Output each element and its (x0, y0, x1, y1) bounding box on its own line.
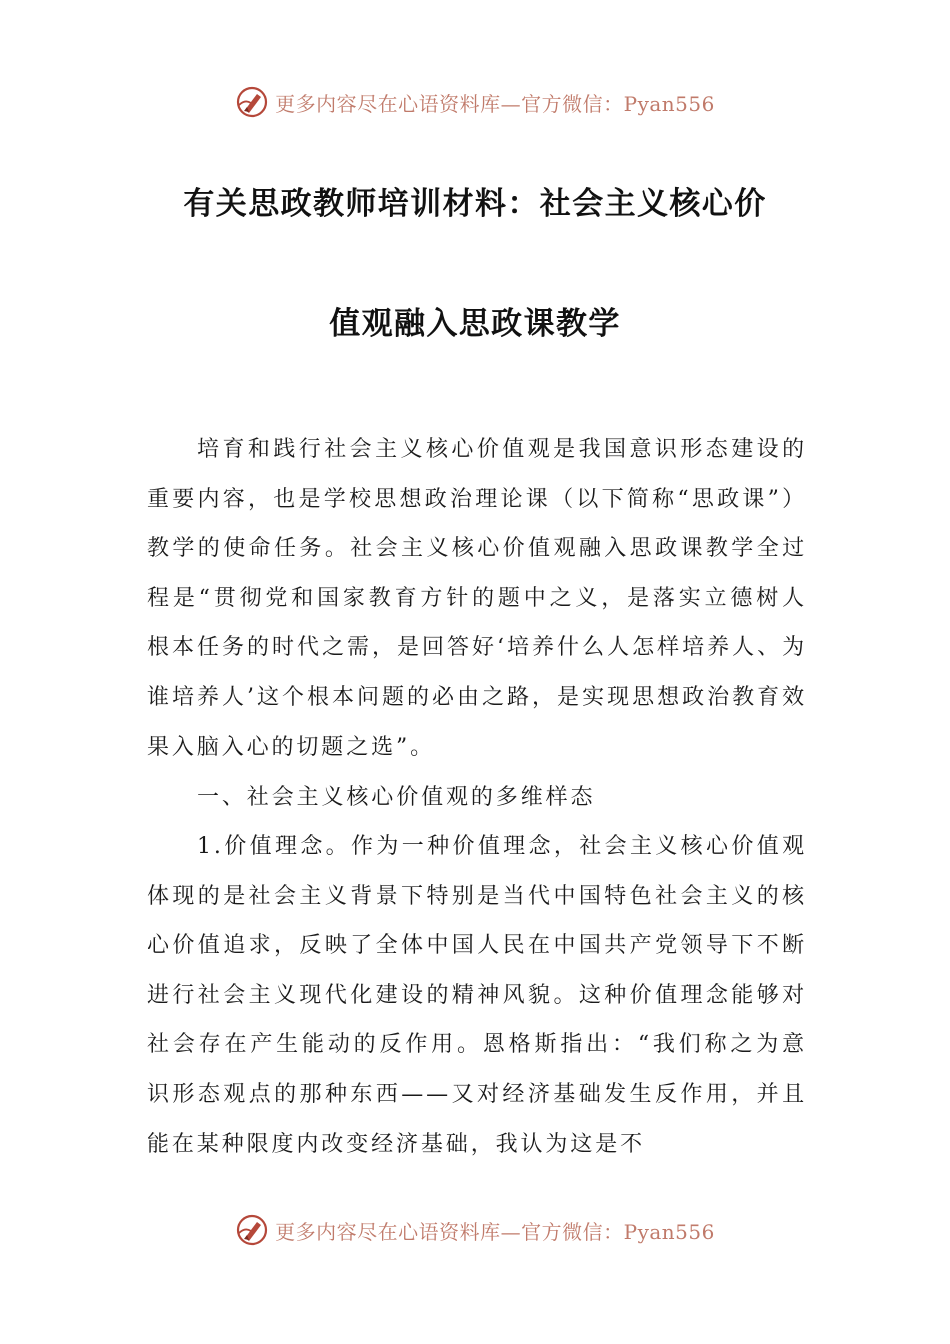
pen-nib-circle-icon (235, 1213, 269, 1247)
pen-nib-circle-icon (235, 85, 269, 119)
section-heading-1: 一、社会主义核心价值观的多维样态 (197, 785, 596, 810)
document-title-line-1: 有关思政教师培训材料：社会主义核心价 (183, 186, 767, 222)
watermark-text: 更多内容尽在心语资料库—官方微信：Pyan556 (275, 1219, 715, 1244)
paragraph-value-concept: 1.价值理念。作为一种价值理念，社会主义核心价值观体现的是社会主义背景下特别是当代中国特色社会主义的核心价值追求，反映了全体中国人民在中国共产党领导下不断进行社会主义现代化建设的精神风貌。这种价值理念能够对社会存在产生能动的反作用。恩格斯指出：“我们称之为意识形态观点的那种东西——又对经济基础发生反作用，并且能在某种限度内改变经济基础，我认为这是不 (147, 834, 807, 1157)
watermark-footer (0, 1208, 950, 1252)
watermark-text: 更多内容尽在心语资料库—官方微信：Pyan556 (275, 91, 715, 116)
document-title-line-2: 值观融入思政课教学 (329, 306, 621, 342)
watermark-header (0, 80, 950, 124)
paragraph-intro: 培育和践行社会主义核心价值观是我国意识形态建设的重要内容，也是学校思想政治理论课（以下简称“思政课”）教学的使命任务。社会主义核心价值观融入思政课教学全过程是“贯彻党和国家教育方针的题中之义，是落实立德树人根本任务的时代之需，是回答好‘培养什么人怎样培养人、为谁培养人’这个根本问题的必由之路，是实现思想政治教育效果入脑入心的切题之选”。 (147, 437, 807, 760)
